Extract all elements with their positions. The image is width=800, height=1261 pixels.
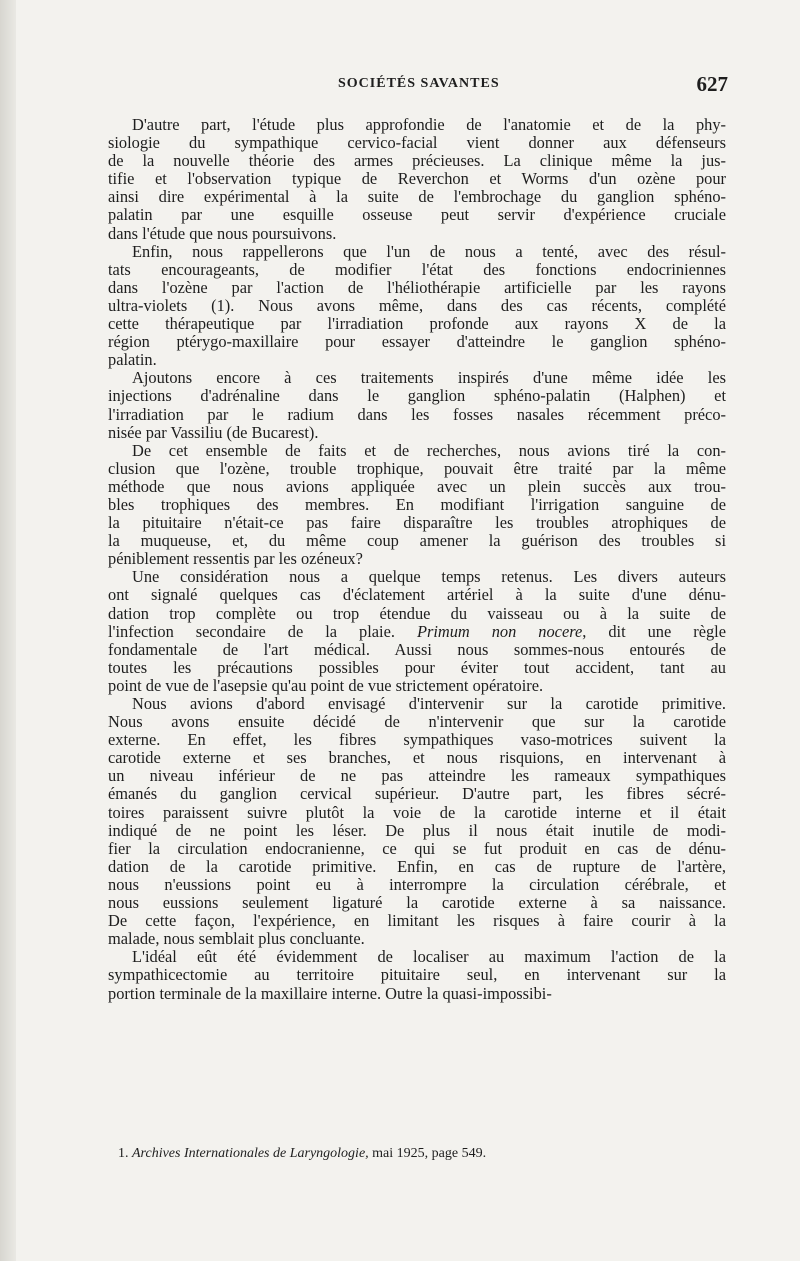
footnote-details: mai 1925, page 549. — [368, 1146, 487, 1161]
text-line: De cet ensemble de faits et de recherches, nous avions tiré la con- — [132, 440, 726, 460]
text-line: dation de la carotide primitive. Enfin, en cas de rupture de l'artère, — [108, 856, 726, 876]
text-line: nous eussions seulement ligaturé la carotide externe à sa naissance. — [108, 893, 726, 913]
paragraph — [108, 568, 726, 695]
text-line: dans l'étude que nous poursuivons. — [108, 223, 337, 243]
text-line: point de vue de l'asepsie qu'au point de vue strictement opératoire. — [108, 675, 544, 695]
text-line: palatin. — [108, 350, 157, 370]
text-line: dation trop complète ou trop étendue du vaisseau ou à la suite de — [108, 603, 726, 623]
page-number: 627 — [696, 72, 728, 96]
text-line: L'idéal eût été évidemment de localiser au maximum l'action de la — [132, 947, 726, 967]
text-line: carotide externe et ses branches, et nous risquions, en intervenant à — [108, 748, 726, 768]
text-line: méthode que nous avions appliquée avec un plein succès aux trou- — [108, 476, 726, 496]
text-line: injections d'adrénaline dans le ganglion sphéno-palatin (Halphen) et — [108, 386, 726, 406]
text-line: Nous avions d'abord envisagé d'intervenir sur la carotide primitive. — [132, 694, 726, 713]
body-text — [108, 116, 726, 1003]
text-line: clusion que l'ozène, trouble trophique, pouvait être traité par la même — [108, 458, 726, 478]
text-line: tifie et l'observation typique de Reverchon et Worms d'un ozène pour — [108, 169, 726, 189]
text-line: ainsi dire expérimental à la suite de l'embrochage du ganglion sphéno- — [108, 187, 726, 207]
text-line: externe. En effet, les fibres sympathiques vaso-motrices suivent la — [108, 730, 726, 750]
paragraph — [108, 948, 726, 1002]
footnote-number: 1. — [118, 1146, 129, 1161]
text-line: Une considération nous a quelque temps retenus. Les divers auteurs — [132, 567, 726, 587]
text-line: fier la circulation endocranienne, ce qui se fut produit en cas de dénu- — [108, 838, 726, 858]
text-line: Nous avons ensuite décidé de n'intervenir que sur la carotide — [108, 712, 726, 732]
text-line: émanés du ganglion cervical supérieur. D'autre part, les fibres sécré- — [108, 784, 726, 804]
text-line: nous n'eussions point eu à interrompre la circulation cérébrale, et — [108, 874, 726, 894]
text-line: la pituitaire n'était-ce pas faire disparaître les troubles atrophiques de — [108, 513, 726, 533]
paragraph — [108, 243, 726, 370]
text-line: De cette façon, l'expérience, en limitant les risques à faire courir à la — [108, 911, 726, 931]
text-line: cette thérapeutique par l'irradiation profonde aux rayons X de la — [108, 314, 726, 334]
text-line: ont signalé quelques cas d'éclatement artériel à la suite d'une dénu- — [108, 585, 726, 605]
text-line: un niveau inférieur de ne pas atteindre les rameaux sympathiques — [108, 766, 726, 786]
text-line: de la nouvelle théorie des armes précieuses. La clinique même la jus- — [108, 151, 726, 171]
paragraph — [108, 116, 726, 243]
text-line: D'autre part, l'étude plus approfondie de l'anatomie et de la phy- — [132, 115, 726, 134]
running-title: SOCIÉTÉS SAVANTES — [338, 76, 500, 91]
page-header — [108, 72, 728, 100]
text-line: dans l'ozène par l'action de l'héliothérapie artificielle par les rayons — [108, 277, 726, 297]
text-line: Enfin, nous rappellerons que l'un de nous a tenté, avec des résul- — [132, 241, 726, 261]
text-line: tats encourageants, de modifier l'état des fonctions endocriniennes — [108, 259, 726, 279]
text-line: l'irradiation par le radium dans les fosses nasales récemment préco- — [108, 404, 726, 424]
paragraph — [108, 695, 726, 948]
text-line: siologie du sympathique cervico-facial vient donner aux défenseurs — [108, 133, 726, 153]
text-line: fondamentale de l'art médical. Aussi nous sommes-nous entourés de — [108, 639, 726, 659]
text-line: ultra-violets (1). Nous avons même, dans des cas récents, complété — [108, 295, 726, 315]
text-line: bles trophiques des membres. En modifiant l'irrigation sanguine de — [108, 494, 726, 514]
text-line: l'infection secondaire de la plaie. Primum non nocere, dit une règle — [108, 621, 726, 641]
text-line: sympathicectomie au territoire pituitaire seul, en intervenant sur la — [108, 965, 726, 985]
text-line: péniblement ressentis par les ozéneux? — [108, 549, 363, 569]
text-line: palatin par une esquille osseuse peut servir d'expérience cruciale — [108, 205, 726, 225]
footnote — [118, 1146, 718, 1162]
latin-phrase: Primum non nocere — [416, 621, 583, 641]
text-line: portion terminale de la maxillaire interne. Outre la quasi-impossibi- — [108, 983, 552, 1003]
text-line: toutes les précautions possibles pour éviter tout accident, tant au — [108, 657, 726, 677]
text-line: indiqué de ne point les léser. De plus il nous était inutile de modi- — [108, 820, 726, 840]
text-line: malade, nous semblait plus concluante. — [108, 929, 365, 949]
text-line: nisée par Vassiliu (de Bucarest). — [108, 422, 319, 442]
text-line: Ajoutons encore à ces traitements inspirés d'une même idée les — [132, 368, 726, 388]
text-line: région ptérygo-maxillaire pour essayer d'atteindre le ganglion sphéno- — [108, 332, 726, 352]
paragraph — [108, 369, 726, 441]
text-line: toires paraissent suivre plutôt la voie de la carotide interne et il était — [108, 802, 726, 822]
footnote-journal: Archives Internationales de Laryngologie, — [132, 1146, 369, 1161]
paragraph — [108, 442, 726, 569]
text-line: la muqueuse, et, du même coup amener la guérison des troubles si — [108, 531, 726, 551]
